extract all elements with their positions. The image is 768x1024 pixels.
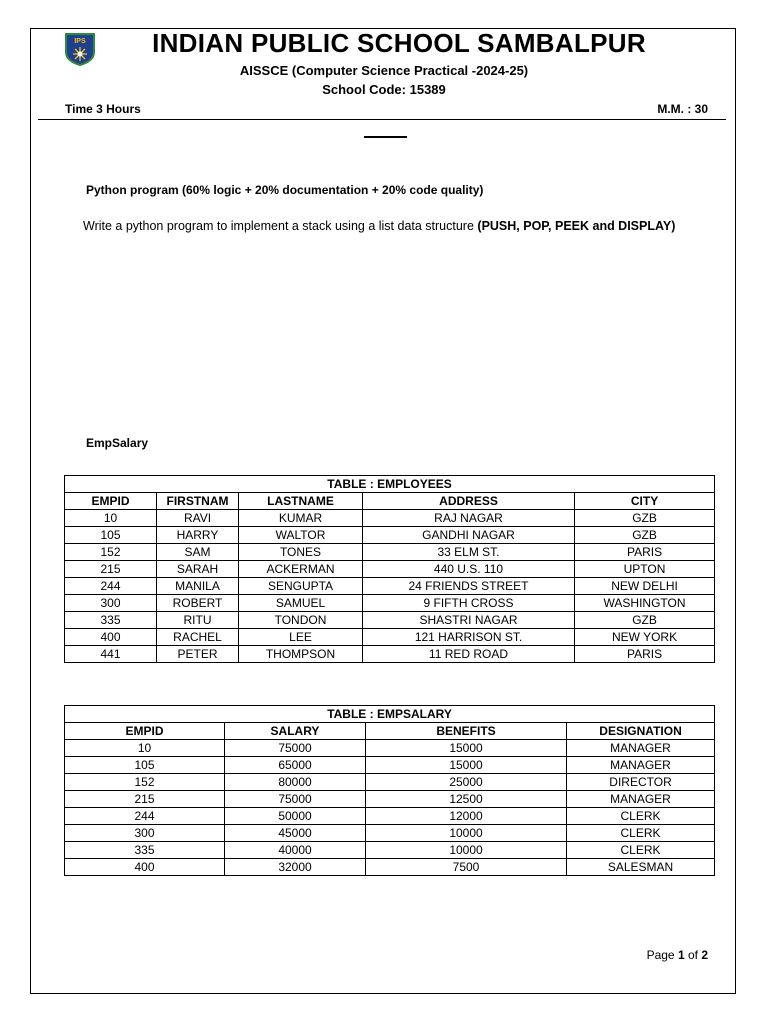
table-cell: GANDHI NAGAR xyxy=(363,527,575,544)
table-cell: 244 xyxy=(65,578,157,595)
table-cell: 440 U.S. 110 xyxy=(363,561,575,578)
page-number xyxy=(647,948,708,962)
table-cell: RAVI xyxy=(157,510,239,527)
table-cell: RAJ NAGAR xyxy=(363,510,575,527)
table-cell: 400 xyxy=(65,629,157,646)
table-row xyxy=(65,859,715,876)
table-cell: SARAH xyxy=(157,561,239,578)
table-row xyxy=(65,544,715,561)
table-cell: 11 RED ROAD xyxy=(363,646,575,663)
table-cell: SAMUEL xyxy=(239,595,363,612)
table-cell: SHASTRI NAGAR xyxy=(363,612,575,629)
table-cell: 75000 xyxy=(225,791,366,808)
table-cell: PARIS xyxy=(575,544,715,561)
table-cell: 24 FRIENDS STREET xyxy=(363,578,575,595)
table-cell: 80000 xyxy=(225,774,366,791)
question-heading: Python program (60% logic + 20% documentation + 20% code quality) xyxy=(86,183,484,197)
table-row xyxy=(65,825,715,842)
page-word: Page xyxy=(646,948,678,962)
table-row xyxy=(65,612,715,629)
table-cell: 121 HARRISON ST. xyxy=(363,629,575,646)
table-row xyxy=(65,808,715,825)
employees-table-caption: TABLE : EMPLOYEES xyxy=(65,476,715,493)
table-cell: HARRY xyxy=(157,527,239,544)
column-header: LASTNAME xyxy=(239,493,363,510)
logo-text: IPS xyxy=(74,38,86,45)
table-cell: RACHEL xyxy=(157,629,239,646)
table-cell: PETER xyxy=(157,646,239,663)
table-row xyxy=(65,646,715,663)
table-cell: ACKERMAN xyxy=(239,561,363,578)
table-cell: 33 ELM ST. xyxy=(363,544,575,561)
table-cell: 152 xyxy=(65,544,157,561)
table-cell: PARIS xyxy=(575,646,715,663)
of-word: of xyxy=(684,948,702,962)
table-cell: 15000 xyxy=(366,740,567,757)
table-cell: SENGUPTA xyxy=(239,578,363,595)
table-cell: GZB xyxy=(575,612,715,629)
section-label: EmpSalary xyxy=(86,436,149,450)
table-cell: SALESMAN xyxy=(567,859,715,876)
table-cell: 400 xyxy=(65,859,225,876)
table-cell: 215 xyxy=(65,791,225,808)
total-pages: 2 xyxy=(701,948,708,962)
table-row xyxy=(65,791,715,808)
table-cell: LEE xyxy=(239,629,363,646)
table-cell: 300 xyxy=(65,825,225,842)
table-cell: 32000 xyxy=(225,859,366,876)
current-page: 1 xyxy=(677,948,685,962)
table-cell: 335 xyxy=(65,842,225,859)
table-cell: 25000 xyxy=(366,774,567,791)
table-row xyxy=(65,740,715,757)
table-cell: MANILA xyxy=(157,578,239,595)
empsalary-header-row xyxy=(65,723,715,740)
table-cell: 335 xyxy=(65,612,157,629)
exam-title: AISSCE (Computer Science Practical -2024-25) xyxy=(239,63,529,78)
table-row xyxy=(65,842,715,859)
table-cell: MANAGER xyxy=(567,791,715,808)
empsalary-table-body xyxy=(65,740,715,876)
table-cell: GZB xyxy=(575,527,715,544)
table-cell: 10 xyxy=(65,510,157,527)
table-cell: SAM xyxy=(157,544,239,561)
table-row xyxy=(65,578,715,595)
table-row xyxy=(65,757,715,774)
table-cell: GZB xyxy=(575,510,715,527)
question-text-main: Write a python program to implement a stack using a list data structure xyxy=(83,219,478,233)
table-cell: TONES xyxy=(239,544,363,561)
table-cell: CLERK xyxy=(567,808,715,825)
table-cell: 65000 xyxy=(225,757,366,774)
table-cell: 244 xyxy=(65,808,225,825)
table-cell: THOMPSON xyxy=(239,646,363,663)
table-cell: 50000 xyxy=(225,808,366,825)
table-cell: 10000 xyxy=(366,842,567,859)
table-cell: 75000 xyxy=(225,740,366,757)
table-cell: MANAGER xyxy=(567,757,715,774)
column-header: ADDRESS xyxy=(363,493,575,510)
exam-duration: Time 3 Hours xyxy=(65,102,141,116)
table-row xyxy=(65,629,715,646)
table-cell: ROBERT xyxy=(157,595,239,612)
table-cell: 12500 xyxy=(366,791,567,808)
employees-table-body xyxy=(65,510,715,663)
column-header: EMPID xyxy=(65,723,225,740)
center-rule xyxy=(364,136,407,138)
table-row xyxy=(65,561,715,578)
employees-table xyxy=(64,475,715,663)
table-cell: 40000 xyxy=(225,842,366,859)
max-marks: M.M. : 30 xyxy=(657,102,708,116)
table-cell: NEW YORK xyxy=(575,629,715,646)
table-cell: KUMAR xyxy=(239,510,363,527)
table-cell: 105 xyxy=(65,527,157,544)
table-cell: RITU xyxy=(157,612,239,629)
empsalary-table xyxy=(64,705,715,876)
table-cell: 441 xyxy=(65,646,157,663)
column-header: BENEFITS xyxy=(366,723,567,740)
table-row xyxy=(65,774,715,791)
table-cell: 12000 xyxy=(366,808,567,825)
table-cell: CLERK xyxy=(567,842,715,859)
employees-header-row xyxy=(65,493,715,510)
column-header: EMPID xyxy=(65,493,157,510)
table-cell: TONDON xyxy=(239,612,363,629)
column-header: SALARY xyxy=(225,723,366,740)
table-cell: 10000 xyxy=(366,825,567,842)
table-cell: WASHINGTON xyxy=(575,595,715,612)
table-cell: 105 xyxy=(65,757,225,774)
empsalary-table-caption: TABLE : EMPSALARY xyxy=(65,706,715,723)
table-cell: 300 xyxy=(65,595,157,612)
column-header: DESIGNATION xyxy=(567,723,715,740)
table-cell: DIRECTOR xyxy=(567,774,715,791)
column-header: FIRSTNAM xyxy=(157,493,239,510)
table-cell: 9 FIFTH CROSS xyxy=(363,595,575,612)
question-text-bold: (PUSH, POP, PEEK and DISPLAY) xyxy=(477,219,676,233)
table-cell: 215 xyxy=(65,561,157,578)
table-cell: UPTON xyxy=(575,561,715,578)
header-divider xyxy=(38,119,726,120)
table-cell: 15000 xyxy=(366,757,567,774)
table-cell: NEW DELHI xyxy=(575,578,715,595)
school-code: School Code: 15389 xyxy=(322,82,446,97)
table-row xyxy=(65,527,715,544)
table-row xyxy=(65,595,715,612)
table-cell: 45000 xyxy=(225,825,366,842)
table-row xyxy=(65,510,715,527)
table-cell: MANAGER xyxy=(567,740,715,757)
column-header: CITY xyxy=(575,493,715,510)
table-cell: 10 xyxy=(65,740,225,757)
school-name: INDIAN PUBLIC SCHOOL SAMBALPUR xyxy=(152,28,646,58)
table-cell: CLERK xyxy=(567,825,715,842)
question-text xyxy=(83,219,675,233)
table-cell: 152 xyxy=(65,774,225,791)
table-cell: 7500 xyxy=(366,859,567,876)
table-cell: WALTOR xyxy=(239,527,363,544)
